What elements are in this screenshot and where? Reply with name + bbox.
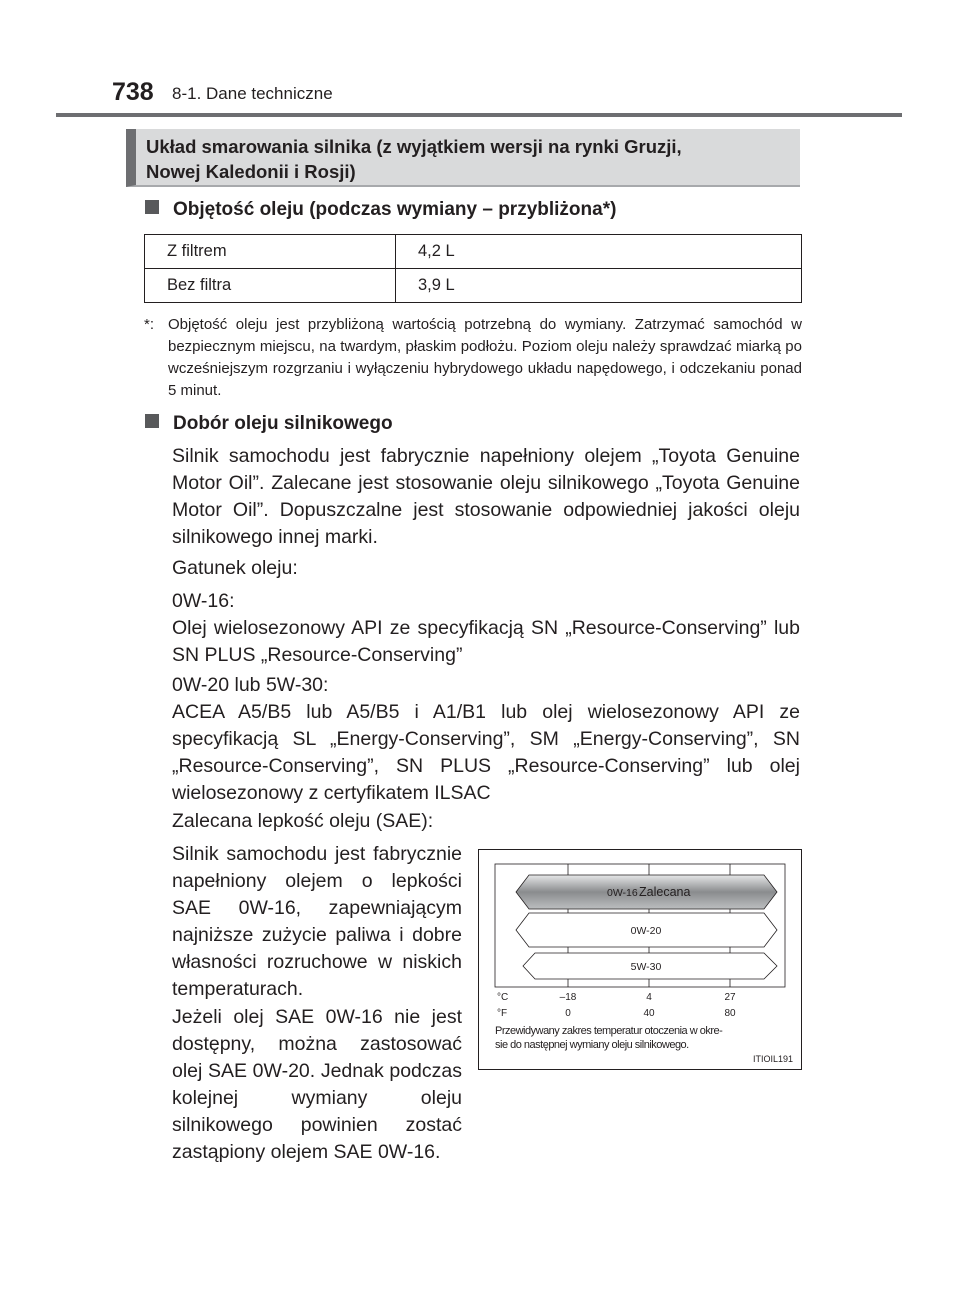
square-bullet-icon [145,414,159,428]
table-row [145,269,802,303]
diagram-caption-line1: Przewidywany zakres temperatur otoczenia w okre- [495,1025,723,1037]
grade-0w16-block [172,588,800,669]
header-divider [56,113,902,117]
table-cell-label: Bez filtra [145,269,396,303]
table-cell-value: 4,2 L [396,235,802,269]
footnote-text: Objętość oleju jest przybliżoną wartością potrzebną do wymiany. Zatrzymać samochód w bezpiecznym miejscu, na twardym, płaskim podłożu. Poziom oleju należy sprawdzać miarką po wcześniejszym rozgrzaniu i wyłączeniu hybrydowego układu napędowego, i odczekaniu ponad 5 minut. [168,316,802,399]
grade-0w16-text: Olej wielosezonowy API ze specyfikacją SN „Resource-Conserving” lub SN PLUS „Resource-Conserving” [172,617,800,666]
table-cell-value: 3,9 L [396,269,802,303]
oil-selection-heading-text: Dobór oleju silnikowego [173,413,393,434]
grade-0w20-block [172,672,800,807]
diagram-code: ITIOIL191 [752,1054,793,1064]
bar-0w16-label: Zalecana [639,885,691,899]
diagram-caption-line2: sie do następnej wymiany oleju silnikowego. [495,1039,689,1051]
viscosity-diagram-svg [479,850,800,1068]
fahrenheit-tick: 40 [643,1008,655,1019]
page-number: 738 [112,78,154,106]
footnote-mark: *: [144,316,155,333]
section-title-line2: Nowej Kaledonii i Rosji) [146,161,356,182]
fahrenheit-unit: °F [497,1008,508,1019]
grade-label: Gatunek oleju: [172,557,298,579]
intro-paragraph: Silnik samochodu jest fabrycznie napełniony olejem „Toyota Genuine Motor Oil”. Zalecane jest stosowanie oleju silnikowego „Toyota Genuine Motor Oil”. Dopuszczalne jest stosowanie odpowiedniej jakości oleju silnikowego innej marki. [172,445,800,548]
oil-selection-heading [145,413,393,435]
celsius-tick: –18 [559,992,577,1003]
fahrenheit-tick: 80 [724,1008,736,1019]
grade-0w20-text: ACEA A5/B5 lub A5/B5 i A1/B1 lub olej wielosezonowy API ze specyfikacją SL „Energy-Conserving”, SM „Energy-Conserving”, SN „Resource-Conserving”, SN PLUS „Resource-Conserving” lub olej wielosezonowy z certyfikatem ILSAC [172,701,800,804]
grade-0w20-title: 0W-20 lub 5W-30: [172,674,329,696]
viscosity-diagram [478,849,802,1070]
square-bullet-icon [145,200,159,214]
oil-capacity-heading-text: Objętość oleju (podczas wymiany – przybliżona*) [173,199,617,220]
bar-0w16-grade: 0W-16 [607,887,638,899]
celsius-tick: 4 [646,992,652,1003]
oil-capacity-heading [145,199,616,221]
footnote [144,314,802,402]
fahrenheit-tick: 0 [565,1008,571,1019]
celsius-unit: °C [497,992,509,1003]
bar-5w30-label: 5W-30 [630,961,662,973]
viscosity-label: Zalecana lepkość oleju (SAE): [172,810,434,832]
viscosity-paragraph-1: Silnik samochodu jest fabrycznie napełniony olejem o lepkości SAE 0W-16, zapewniającym najniższe zużycie paliwa i dobre własności rozruchowe w niskich temperaturach. [172,843,462,1000]
bar-0w20-label: 0W-20 [630,925,662,937]
chapter-title: 8-1. Dane techniczne [172,84,333,103]
oil-capacity-table [144,234,802,303]
section-title-box [126,129,800,187]
grade-0w16-title: 0W-16: [172,590,235,612]
table-cell-label: Z filtrem [145,235,396,269]
celsius-tick: 27 [724,992,736,1003]
viscosity-paragraph-2: Jeżeli olej SAE 0W-16 nie jest dostępny, można zastosować olej SAE 0W-20. Jednak podczas kolejnej wymiany oleju silnikowego powinien zostać zastąpiony olejem SAE 0W-16. [172,1006,462,1163]
section-title [146,134,796,184]
section-title-line1: Układ smarowania silnika (z wyjątkiem wersji na rynki Gruzji, [146,136,682,157]
table-row [145,235,802,269]
